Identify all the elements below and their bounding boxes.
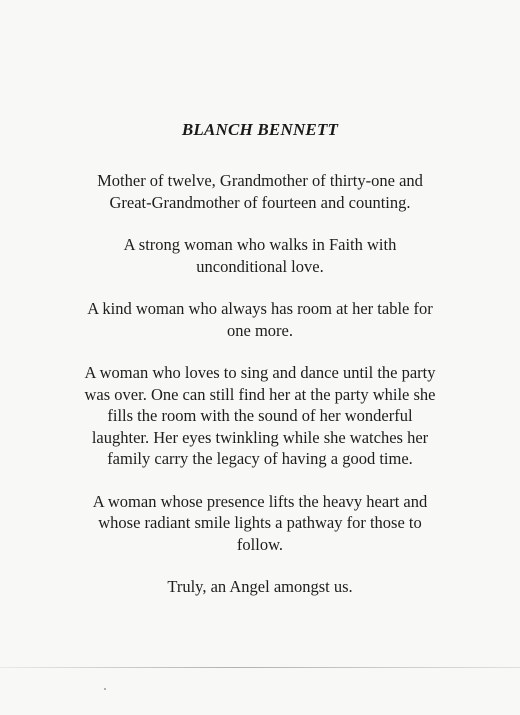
paragraph-family: Mother of twelve, Grandmother of thirty-one and Great-Grandmother of fourteen and counting. <box>97 171 423 212</box>
tribute-body <box>60 170 460 619</box>
paragraph-faith: A strong woman who walks in Faith with unconditional love. <box>123 235 397 276</box>
scan-speck <box>104 688 106 690</box>
paragraph-kindness: A kind woman who always has room at her table for one more. <box>87 299 433 340</box>
paragraph-closing: Truly, an Angel amongst us. <box>167 577 353 596</box>
paragraph-party: A woman who loves to sing and dance until the party was over. One can still find her at the party while she fills the room with the sound of her wonderful laughter. Her eyes twinkling while she watches her family carry the legacy of having a good time. <box>84 363 436 468</box>
paragraph-presence: A woman whose presence lifts the heavy heart and whose radiant smile lights a pathway for those to follow. <box>92 491 428 554</box>
scan-edge-line <box>0 667 520 668</box>
page-title: BLANCH BENNETT <box>181 120 339 139</box>
